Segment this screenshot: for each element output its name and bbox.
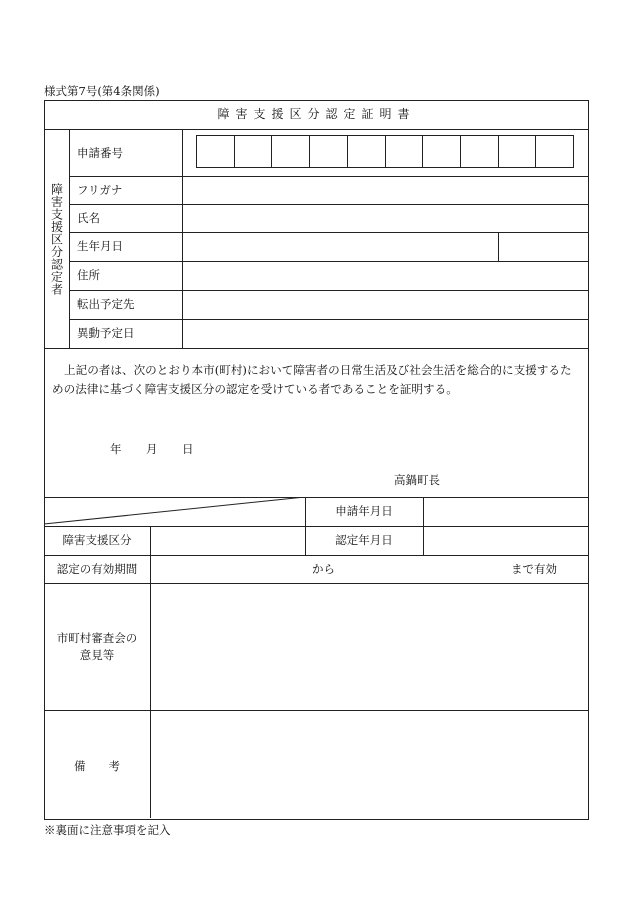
digit-box[interactable] [422,136,460,167]
digit-box[interactable] [234,136,272,167]
digit-box[interactable] [197,136,234,167]
title-divider [44,129,589,130]
date-year: 年 [110,442,122,456]
date-day: 日 [182,442,194,456]
footnote: ※裏面に注意事項を記入 [44,823,171,837]
digit-box[interactable] [347,136,385,167]
moving-destination-label: 転出予定先 [77,297,135,311]
row-divider [44,583,589,584]
diagonal-slash-cell [44,497,306,525]
application-number-boxes[interactable] [196,135,574,168]
row-divider [69,319,589,320]
change-date-label: 異動予定日 [77,326,135,340]
application-date-label: 申請年月日 [335,504,393,518]
row-divider [69,261,589,262]
digit-box[interactable] [535,136,573,167]
validity-period-label: 認定の有効期間 [56,562,138,576]
row-divider [44,710,589,711]
council-opinion-label-line1: 市町村審査会の [56,631,138,645]
classification-label: 障害支援区分 [62,533,132,547]
remarks-label: 備 考 [74,759,120,773]
digit-box[interactable] [385,136,423,167]
application-number-label: 申請番号 [77,146,123,160]
birth-date-label: 生年月日 [77,239,123,253]
address-label: 住所 [77,268,100,282]
row-divider [44,526,589,527]
certificate-form [44,100,589,820]
form-frame [44,100,589,820]
form-number: 様式第7号(第4条関係) [44,84,160,98]
row-divider [69,290,589,291]
section-divider [44,348,589,349]
row-divider [44,555,589,556]
digit-box[interactable] [498,136,536,167]
date-month: 月 [146,442,158,456]
digit-box[interactable] [460,136,498,167]
council-opinion-label-line2: 意見等 [79,648,115,662]
form-title: 障害支援区分認定証明書 [217,107,416,121]
birth-date-sub-divider [498,232,499,261]
digit-box[interactable] [309,136,347,167]
certification-statement: 上記の者は、次のとおり本市(町村)において障害者の日常生活及び社会生活を総合的に支援するための法律に基づく障害支援区分の認定を受けている者であることを証明する。 [52,363,572,396]
lower-label-column-divider [150,526,151,818]
furigana-label: フリガナ [77,183,123,197]
digit-box[interactable] [271,136,309,167]
side-label-divider [69,129,70,348]
validity-until: まで有効 [511,562,557,576]
side-label-certified-person: 障害支援区分認定者 [49,183,64,296]
row-divider [69,204,589,205]
certification-date-label: 認定年月日 [335,533,393,547]
row-divider [69,232,589,233]
issuer-name: 高鍋町長 [394,473,440,487]
name-label: 氏名 [77,211,100,225]
label-column-divider [182,129,183,348]
validity-from: から [312,562,335,576]
row-divider [69,176,589,177]
